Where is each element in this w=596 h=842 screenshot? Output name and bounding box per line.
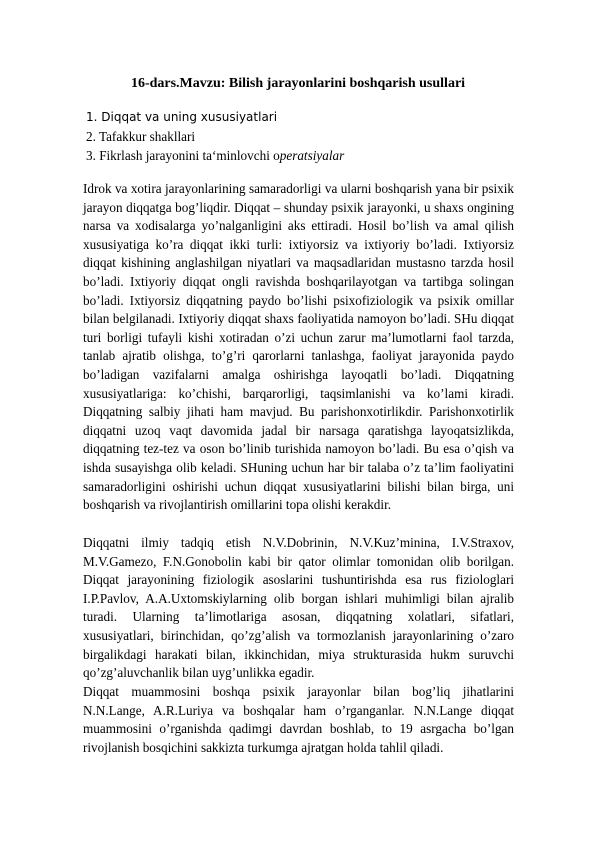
outline-item-3-italic: peratsiyalar [279, 148, 345, 163]
outline-item-3 [86, 146, 344, 165]
topic-outline [86, 108, 344, 165]
paragraph-research: Diqqatni ilmiy tadqiq etish N.V.Dobrinin, N.V.Kuz’minina, I.V.Straxov, M.V.Gamezo, F.N.Gonobolin kabi bir qator olimlar tomonidan olib borilgan. Diqqat jarayonining fiziologik asoslarini tushuntirishda esa rus fiziologlari I.P.Pavlov, A.A.Uxtomskiylarning olib borgan ishlari muhimligi bilan ajralib turadi. Ularning ta’limotlariga asosan, diqqatning xolatlari, sifatlari, xususiyatlari, birinchidan, qo’zg’alish va tormozlanish jarayonlarining o’zaro birgalikdagi harakati bilan, ikkinchidan, miya strukturasida hukm suruvchi qo’zg’aluvchanlik bilan uyg’unlikka egadir. [83, 535, 514, 681]
page-title: 16-dars.Mavzu: Bilish jarayonlarini boshqarish usullari [130, 76, 466, 91]
outline-item-1: 1. Diqqat va uning xususiyatlari [86, 110, 278, 124]
outline-item-3-text: 3. Fikrlash jarayonini ta‘minlovchi o [86, 148, 280, 163]
paragraph-attention: Idrok va xotira jarayonlarining samaradorligi va ularni boshqarish yana bir psixik jarayon diqqatga bog’liqdir. Diqqat – shunday psixik jarayonki, u shaxs ongining narsa va xodisalarga yo’nalganligini aks ettiradi. Hosil bo’lish va amal qilish xususiyatiga ko’ra diqqat ikki turli: ixtiyorsiz va ixtiyoriy bo’ladi. Ixtiyorsiz diqqat kishining anglashilgan niyatlari va maqsadlaridan mustasno tarzda hosil bo’ladi. Ixtiyoriy diqqat ongli ravishda boshqarilayotgan va tartibga solingan bo’ladi. Ixtiyorsiz diqqatning paydo bo’lishi psixofiziologik va psixik omillar bilan belgilanadi. Ixtiyoriy diqqat shaxs faoliyatida namoyon bo’ladi. SHu diqqat turi borligi tufayli kishi xotiradan o’zi uchun zarur ma’lumotlarni faol tarzda, tanlab ajratib olishga, to’g’ri qarorlarni tanlashga, faoliyat jarayonida paydo bo’ladigan vazifalarni amalga oshirishga layoqatli bo’ladi. Diqqatning xususiyatlariga: ko’chishi, barqarorligi, taqsimlanishi va ko’lami kiradi. Diqqatning salbiy jihati ham mavjud. Bu parishonxotirlikdir. Parishonxotirlik diqqatni uzoq vaqt davomida jadal bir narsaga qaratishga layoqatsizlikda, diqqatning tez-tez va oson bo’linib turishida namoyon bo’ladi. Bu esa o’qish va ishda susayishga olib keladi. SHuning uchun har bir talaba o’z ta’lim faoliyatini samaradorligini oshirishi uchun diqqat xususiyatlarini bilishi bilan birga, uni boshqarish va rivojlantirish omillarini topa olishi kerakdir. [83, 181, 514, 513]
paragraph-lange: Diqqat muammosini boshqa psixik jarayonlar bilan bog’liq jihatlarini N.N.Lange, A.R.Luriya va boshqalar ham o’rganganlar. N.N.Lange diqqat muammosini o’rganishda qadimgi davrdan boshlab, to 19 asrgacha bo’lgan rivojlanish bosqichini sakkizta turkumga ajratgan holda tahlil qiladi. [83, 684, 514, 755]
outline-item-2: 2. Tafakkur shakllari [86, 129, 196, 144]
